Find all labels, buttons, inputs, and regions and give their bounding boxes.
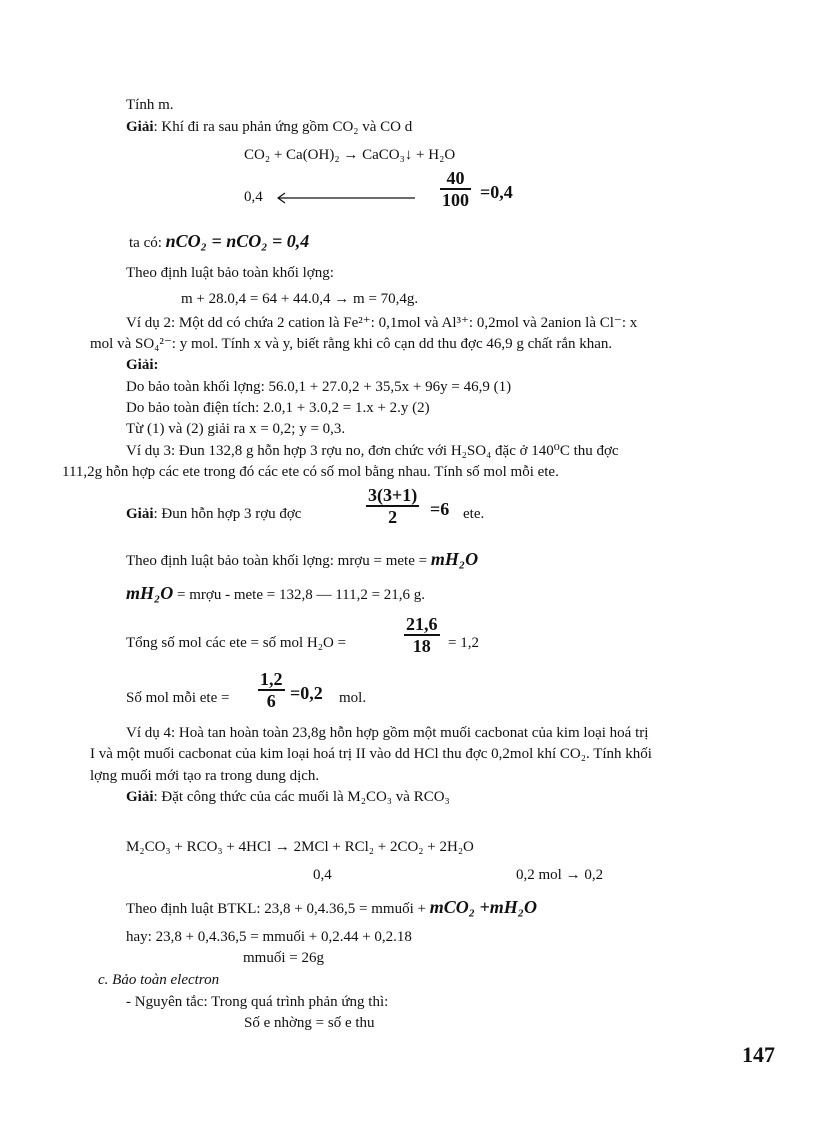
text-line [126,788,450,806]
text-line: Do bảo toàn khối lợng: 56.0,1 + 27.0,2 + 35,5x + 96y = 46,9 (1) [126,379,512,395]
fraction [440,168,471,210]
text-line: Từ (1) và (2) giải ra x = 0,2; y = 0,3. [126,421,346,437]
text-line [126,584,425,604]
value: 0,2 mol → 0,2 [516,867,604,883]
solution-label: Giải: [126,357,159,373]
text-line [126,505,301,523]
fraction-numerator: 40 [446,168,465,188]
text-span: : Khí đi ra sau phản ứng gồm CO₂ và CO d [153,119,413,135]
section-heading: c. Bảo toàn electron [98,972,220,988]
text-line: Ví dụ 4: Hoà tan hoàn toàn 23,8g hỗn hợp gồm một muối cacbonat của kim loại hoá trị [126,725,649,741]
fraction [258,669,285,711]
arrow-left-icon [275,192,415,204]
text-line: Theo định luật bảo toàn khối lợng: [126,265,334,281]
fraction-numerator: 3(3+1) [368,485,418,505]
text-span: Theo định luật bảo toàn khối lợng: mrợu = mete = [126,553,428,569]
fraction-result: =0,4 [480,182,513,202]
formula: nCO₂ = nCO₂ = 0,4 [165,231,310,251]
text-span: Theo định luật BTKL: 23,8 + 0,4.36,5 = mmuối + [126,901,426,917]
text-line: hay: 23,8 + 0,4.36,5 = mmuối + 0,2.44 + 0,2.18 [126,929,412,945]
fraction-numerator: 1,2 [260,669,283,689]
formula: mH₂O [430,549,479,569]
value: 0,4 [313,867,332,883]
text-line [126,118,412,136]
text-line [129,232,309,252]
text-line: Tính m. [126,97,174,113]
text-line: Do bảo toàn điện tích: 2.0,1 + 3.0,2 = 1.x + 2.y (2) [126,400,430,416]
text-span: : Đun hỗn hợp 3 rợu đợc [153,506,302,522]
equation: M₂CO₃ + RCO₃ + 4HCl → 2MCl + RCl₂ + 2CO₂ + 2H₂O [126,839,474,855]
text-line: Số e nhờng = số e thu [244,1015,375,1031]
equation: CO₂ + Ca(OH)₂ → CaCO₃↓ + H₂O [244,147,456,163]
formula: mH₂O [126,583,174,603]
text-line: Tổng số mol các ete = số mol H₂O = [126,635,347,651]
text-line: lợng muối mới tạo ra trong dung dịch. [90,768,320,784]
text-span: mol. [339,690,367,706]
value: 0,4 [244,189,263,205]
fraction-denominator: 100 [442,190,469,210]
fraction-result: =0,2 [290,683,323,703]
formula: mCO₂ +mH₂O [429,897,538,917]
text-line: mol và SO₄²⁻: y mol. Tính x và y, biết rằng khi cô cạn dd thu đợc 46,9 g chất rắn khan. [90,336,613,352]
equation: m + 28.0,4 = 64 + 44.0,4 → m = 70,4g. [181,291,419,307]
fraction-denominator: 2 [388,507,398,527]
text-line: I và một muối cacbonat của kim loại hoá trị II vào dd HCl thu đợc 0,2mol khí CO₂. Tính khối [90,746,652,762]
text-span: = mrợu - mete = 132,8 — 111,2 = 21,6 g. [177,587,426,603]
fraction [404,614,440,656]
text-line: Ví dụ 2: Một dd có chứa 2 cation là Fe²⁺: 0,1mol và Al³⁺: 0,2mol và 2anion là Cl⁻: x [126,315,638,331]
fraction-denominator: 18 [412,636,431,656]
fraction [366,485,419,527]
text-line: Số mol mỗi ete = [126,690,230,706]
fraction-result: =6 [430,499,450,519]
page-number: 147 [742,1042,775,1067]
text-line [126,550,478,570]
solution-label: Giải [126,506,154,522]
text-span: ete. [463,506,485,522]
text-line: mmuối = 26g [243,950,324,966]
text-span: ta có: [129,235,162,251]
text-line: 111,2g hỗn hợp các ete trong đó các ete có số mol bằng nhau. Tính số mol mỗi ete. [62,464,559,480]
text-line: Ví dụ 3: Đun 132,8 g hỗn hợp 3 rợu no, đơn chức với H₂SO₄ đặc ở 140⁰C thu đợc [126,443,619,459]
solution-label: Giải [126,789,154,805]
fraction-numerator: 21,6 [406,614,438,634]
fraction-denominator: 6 [266,691,276,711]
text-line: - Nguyên tắc: Trong quá trình phản ứng thì: [126,994,389,1010]
text-span: : Đặt công thức của các muối là M₂CO₃ và RCO₃ [153,789,450,805]
text-line [126,898,537,918]
text-span: = 1,2 [448,635,479,651]
solution-label: Giải [126,119,154,135]
